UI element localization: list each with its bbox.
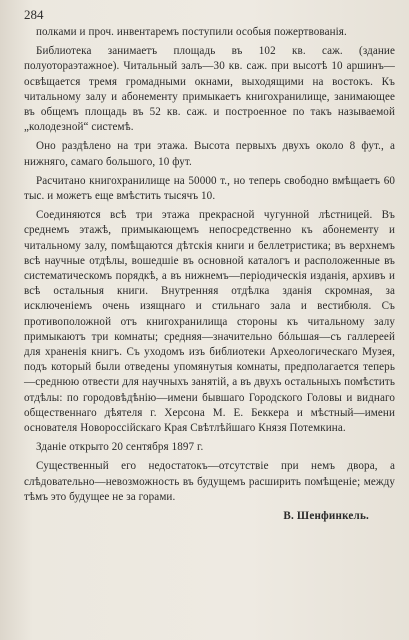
paragraph-3: Оно раздѣлено на три этажа. Высота первыхъ двухъ около 8 фут., а нижняго, самаго большого, 10 фут. (24, 140, 395, 168)
paragraph-7: Существенный его недостатокъ—отсутствіе при немъ двора, а слѣдовательно—невозможность въ будущемъ расширить помѣщеніе; между тѣмъ это будущее не за горами. (24, 460, 395, 503)
paragraph-2: Библиотека занимаетъ площадь въ 102 кв. саж. (здание полуотораэтажное). Читальный залъ—30 кв. саж. при высотѣ 10 аршинъ—освѣщается тремя громадными окнами, выходящими на востокъ. Къ читальному залу и абонементу примыкаетъ книгохранилище, занимающее въ общемъ площадь въ 52 кв. саж. и построенное по такъ называемой „колодезной“ системѣ. (24, 45, 395, 134)
paragraph-5: Соединяются всѣ три этажа прекрасной чугунной лѣстницей. Въ среднемъ этажѣ, примыкающемъ непосредственно къ абонементу и читальному залу, помѣщаются дѣтскія книги и беллетристика; въ верхнемъ всѣ научные отдѣлы, вошедшіе въ основной каталогъ и расположенные въ систематическомъ порядкѣ, а въ нижнемъ—періодическія изданія, архивъ и всѣ остальныя книги. Внутренняя отдѣлка зданія скромная, за исключеніемъ очень изящнаго и стильнаго зала и вестибюля. Съ противоположной отъ книгохранилища стороны къ читальному залу примыкаютъ три комнаты; средняя—значительно бóльшая—съ галлереей для храненія книгъ. Съ уходомъ изъ библиотеки Археологическаго Музея, подъ который были отведены упомянутыя комнаты, предполагается теперь—среднюю отвести для научныхъ занятій, а въ двухъ остальныхъ помѣстить отдѣлы: по городовѣдѣнію—имени бывшаго Городского Головы и виднаго общественнаго дѣятеля г. Херсона М. Е. Беккера и мѣстный—имени основателя Новороссійскаго Края Свѣтлѣйшаго Князя Потемкина. (24, 209, 395, 435)
paragraph-4: Расчитано книгохранилище на 50000 т., но теперь свободно вмѣщаетъ 60 тыс. и можетъ еще вмѣстить тысячъ 10. (24, 174, 395, 203)
paragraph-1: полками и проч. инвентаремъ поступили особыя пожертвованія. (36, 26, 347, 38)
author-signature: В. Шенфинкель. (283, 510, 369, 523)
paragraph-6: Зданіе открыто 20 сентября 1897 г. (36, 441, 204, 454)
page-number: 284 (24, 7, 44, 22)
